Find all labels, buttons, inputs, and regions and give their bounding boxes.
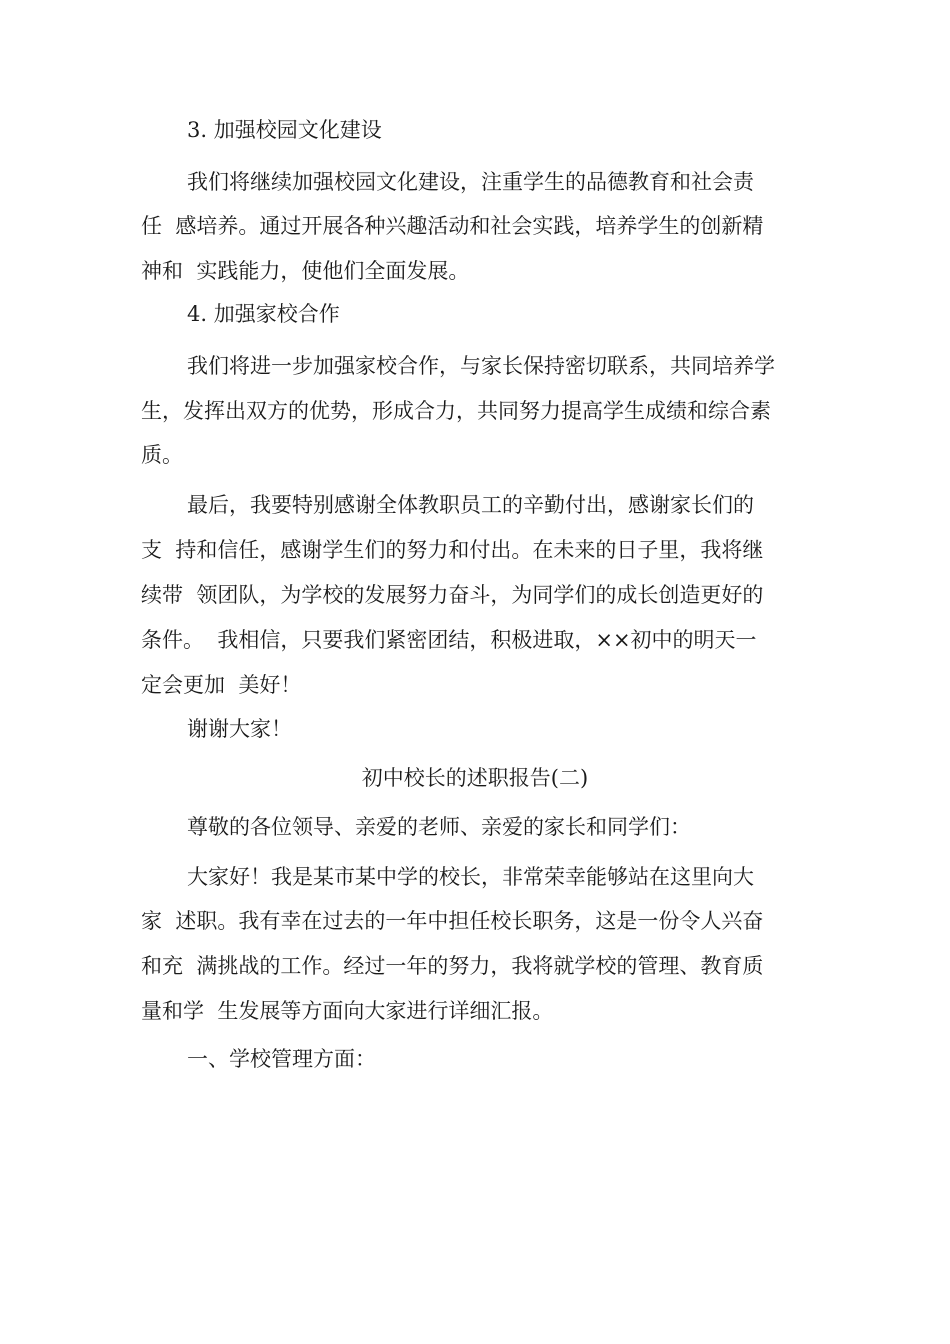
section-heading-1: 一、学校管理方面： [187,1047,376,1071]
paragraph-line: 支 持和信任，感谢学生们的努力和付出。在未来的日子里，我将继 [141,538,764,562]
section-heading-4: 4. 加强家校合作 [187,302,340,326]
paragraph-line: 生，发挥出双方的优势，形成合力，共同努力提高学生成绩和综合素 [141,399,771,423]
closing-text: 谢谢大家！ [187,717,292,741]
paragraph-line: 和充 满挑战的工作。经过一年的努力，我将就学校的管理、教育质 [141,954,764,978]
greeting-text: 尊敬的各位领导、亲爱的老师、亲爱的家长和同学们： [187,815,691,839]
paragraph-line: 最后，我要特别感谢全体教职员工的辛勤付出，感谢家长们的 [187,493,754,517]
paragraph-line: 条件。 我相信，只要我们紧密团结，积极进取，××初中的明天一 [141,628,757,652]
paragraph-line: 我们将进一步加强家校合作，与家长保持密切联系，共同培养学 [187,354,775,378]
paragraph-line: 神和 实践能力，使他们全面发展。 [141,259,470,283]
paragraph-line: 续带 领团队，为学校的发展努力奋斗，为同学们的成长创造更好的 [141,583,764,607]
paragraph-line: 大家好！我是某市某中学的校长，非常荣幸能够站在这里向大 [187,865,754,889]
section-heading-3: 3. 加强校园文化建设 [187,118,382,142]
paragraph-line: 质。 [141,443,183,467]
document-title: 初中校长的述职报告(二) [361,766,589,790]
paragraph-line: 定会更加 美好！ [141,673,302,697]
paragraph-line: 我们将继续加强校园文化建设，注重学生的品德教育和社会责 [187,170,754,194]
paragraph-line: 量和学 生发展等方面向大家进行详细汇报。 [141,999,554,1023]
paragraph-line: 任 感培养。通过开展各种兴趣活动和社会实践，培养学生的创新精 [141,214,764,238]
paragraph-line: 家 述职。我有幸在过去的一年中担任校长职务，这是一份令人兴奋 [141,909,764,933]
